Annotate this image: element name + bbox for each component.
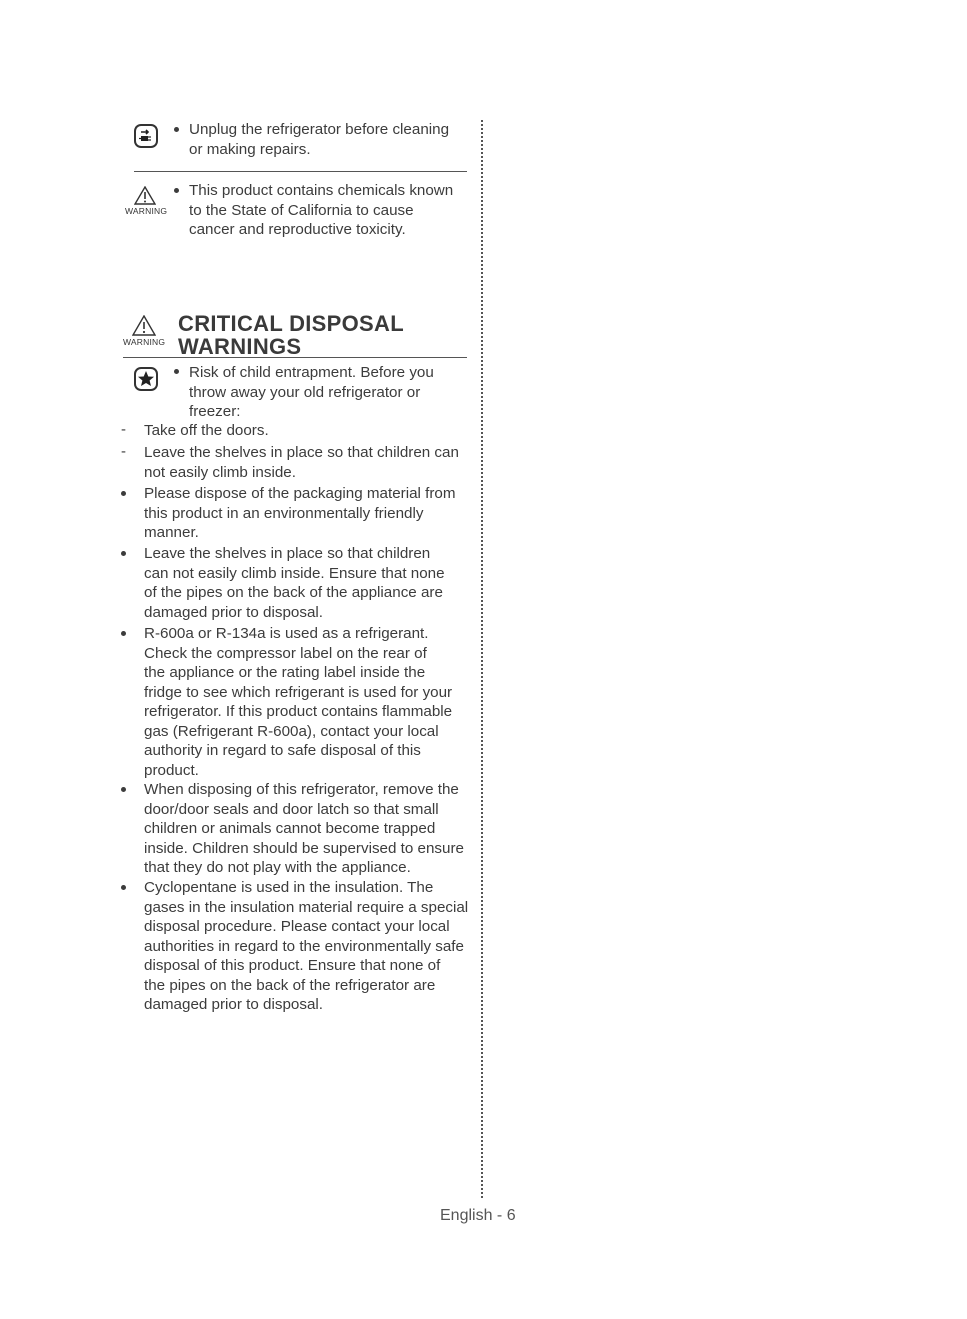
text-line: of the pipes on the back of the appliance are <box>144 584 443 601</box>
bullet-item <box>144 544 474 622</box>
text-line: When disposing of this refrigerator, remove the <box>144 781 459 798</box>
bullet-item <box>144 780 474 878</box>
text-line: Check the compressor label on the rear of <box>144 644 427 662</box>
dash-marker: - <box>121 421 126 438</box>
page-number: English - 6 <box>440 1207 516 1224</box>
separator-line <box>134 171 467 172</box>
column-divider <box>481 120 483 1198</box>
text-line: or making repairs. <box>189 140 311 158</box>
dash-marker: - <box>121 443 126 460</box>
text-line: damaged prior to disposal. <box>144 603 323 621</box>
text-line: Cyclopentane is used in the insulation. The <box>144 879 434 896</box>
section-heading-line2: WARNINGS <box>178 334 302 359</box>
chemicals-text <box>189 181 479 240</box>
bullet-dot <box>121 631 126 636</box>
section-heading-line1: CRITICAL DISPOSAL <box>178 311 404 336</box>
warning-label: WARNING <box>125 206 168 216</box>
text-line: cancer and reproductive toxicity. <box>189 221 406 238</box>
bullet-dot <box>174 127 179 132</box>
dash-item <box>144 443 474 482</box>
text-line: Take off the doors. <box>144 422 269 439</box>
text-line: Please dispose of the packaging material from <box>144 485 456 502</box>
text-line: disposal of this product. Ensure that none of <box>144 957 441 974</box>
text-line: children or animals cannot become trapped <box>144 820 436 837</box>
text-line: authority in regard to safe disposal of this <box>144 742 421 759</box>
unplug-icon <box>134 124 158 148</box>
bullet-item <box>144 878 474 1015</box>
text-line: Leave the shelves in place so that children <box>144 545 431 562</box>
dash-item <box>144 421 474 441</box>
text-line: that they do not play with the appliance. <box>144 859 411 876</box>
text-line: refrigerator. If this product contains flammable <box>144 703 453 720</box>
text-line: gas (Refrigerant R-600a), contact your local <box>144 722 439 740</box>
text-line: Risk of child entrapment. Before you <box>189 364 434 381</box>
bullet-item <box>144 624 474 780</box>
text-line: door/door seals and door latch so that small <box>144 800 439 818</box>
text-line: can not easily climb inside. Ensure that none <box>144 564 445 582</box>
text-line: disposal procedure. Please contact your local <box>144 918 450 935</box>
text-line: to the State of California to cause <box>189 201 414 219</box>
text-line: freezer: <box>189 403 241 420</box>
bullet-dot <box>174 369 179 374</box>
text-line: inside. Children should be supervised to ensure <box>144 839 464 857</box>
bullet-dot <box>121 551 126 556</box>
unplug-text <box>189 120 479 159</box>
text-line: product. <box>144 761 199 779</box>
text-line: gases in the insulation material require a special <box>144 898 469 916</box>
text-line: throw away your old refrigerator or <box>189 383 421 401</box>
text-line: the pipes on the back of the refrigerator are <box>144 976 436 994</box>
text-line: damaged prior to disposal. <box>144 996 323 1013</box>
text-line: Unplug the refrigerator before cleaning <box>189 121 450 138</box>
text-line: manner. <box>144 524 199 541</box>
bullet-dot <box>121 491 126 496</box>
text-line: R-600a or R-134a is used as a refrigerant. <box>144 625 429 642</box>
bullet-item <box>144 484 474 543</box>
text-line: This product contains chemicals known <box>189 182 454 199</box>
text-line: authorities in regard to the environmentally safe <box>144 937 464 955</box>
text-line: the appliance or the rating label inside the <box>144 664 426 681</box>
bullet-dot <box>174 188 179 193</box>
bullet-dot <box>121 885 126 890</box>
text-line: not easily climb inside. <box>144 463 296 481</box>
text-line: Leave the shelves in place so that children can <box>144 444 459 461</box>
bullet-dot <box>121 787 126 792</box>
warning-label: WARNING <box>123 337 166 347</box>
entrapment-text <box>189 363 479 422</box>
text-line: this product in an environmentally friendly <box>144 504 424 522</box>
text-line: fridge to see which refrigerant is used for your <box>144 683 453 701</box>
heading-underline <box>123 357 467 358</box>
child-entrapment-icon <box>134 367 158 391</box>
